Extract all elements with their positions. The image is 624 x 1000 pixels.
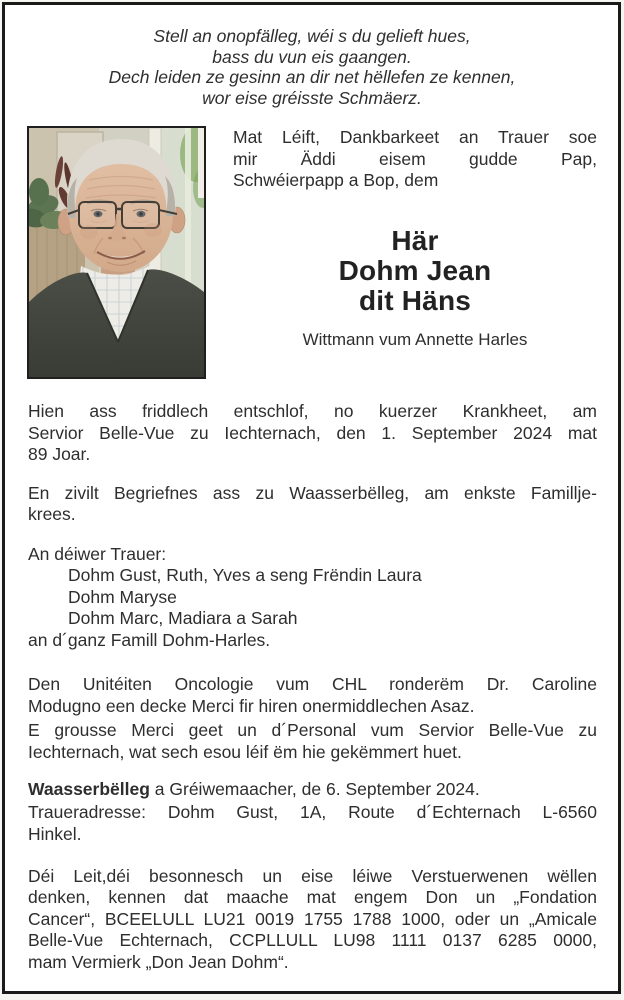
funeral-paragraph [28, 483, 597, 526]
donation-paragraph [28, 866, 597, 974]
place-name: Waasserbëlleg [28, 779, 150, 799]
family-member-line: Dohm Marc, Madiara a Sarah [68, 608, 298, 628]
portrait-photo [27, 126, 206, 379]
donation-line: Belle-Vue Echternach, CCPLLULL LU98 1111 0137 6285 0000, [28, 930, 597, 950]
intro-line: Schwéierpapp a Bop, dem [233, 170, 439, 190]
intro-line: Mat Léift, Dankbarkeet an Trauer soe [233, 127, 597, 147]
thanks-line: Modugno een decke Merci fir hiren onermiddlechen Asaz. [28, 695, 475, 716]
thanks-line: Den Unitéiten Oncologie vum CHL ronderëm Dr. Caroline [28, 674, 597, 694]
thanks-line: Iechternach, wat sech esou léif ëm hie gekëmmert huet. [28, 741, 462, 762]
thanks-chl-paragraph [28, 674, 597, 717]
main-text [28, 401, 597, 973]
address-line: Traueradresse: Dohm Gust, 1A, Route d´Echternach L-6560 [28, 801, 597, 822]
mourning-label: An déiwer Trauer: [28, 543, 167, 564]
widower-line: Wittmann vum Annette Harles [302, 329, 528, 349]
family-member-line: Dohm Maryse [68, 586, 177, 607]
thanks-section [28, 674, 597, 763]
intro-line: mir Äddi eisem gudde Pap, [233, 148, 597, 169]
epigraph-line: Stell an onopfälleg, wéi s du gelieft hues, [153, 26, 471, 46]
death-paragraph [28, 401, 597, 466]
epigraph-line: bass du vun eis gaangen. [212, 46, 412, 67]
family-member-line: Dohm Gust, Ruth, Yves a seng Frëndin Laura [68, 565, 422, 585]
death-line: Hien ass friddlech entschlof, no kuerzer Krankheet, am [28, 401, 597, 421]
place-date-line [28, 778, 597, 801]
thanks-servior-paragraph [28, 720, 597, 763]
right-column [233, 127, 597, 350]
deceased-name: Dohm Jean [338, 254, 492, 286]
donation-line: Déi Leit,déi besonnesch un eise léiwe Verstuerwenen wëllen [28, 865, 597, 886]
death-line: 89 Joar. [28, 444, 91, 464]
funeral-line: krees. [28, 504, 76, 524]
death-line: Servior Belle-Vue zu Iechternach, den 1. September 2024 mat [28, 422, 597, 443]
portrait-illustration [29, 128, 204, 377]
donation-line: Cancer“, BCEELULL LU21 0019 1755 1788 1000, oder un „Amicale [28, 908, 597, 929]
intro-paragraph [233, 127, 597, 192]
epigraph-line: Dech leiden ze gesinn an dir net hëllefen ze kennen, [108, 67, 516, 87]
address-line: Hinkel. [28, 824, 82, 844]
mourning-closing: an d´ganz Famill Dohm-Harles. [28, 629, 271, 650]
mourning-section [28, 544, 597, 652]
thanks-line: E grousse Merci geet un d´Personal vum Servior Belle-Vue zu [28, 720, 597, 740]
place-date-section [28, 778, 597, 846]
funeral-line: En zivilt Begriefnes ass zu Waasserbëlleg, am enkste Famillje- [28, 482, 597, 503]
place-date-rest: a Gréiwemaacher, de 6. September 2024. [149, 779, 480, 799]
deceased-title: Här [391, 224, 439, 256]
deceased-name-heading [233, 226, 597, 316]
deceased-alias: dit Häns [358, 284, 472, 316]
donation-line: denken, kennen dat maache mat engem Don un „Fondation [28, 887, 597, 907]
epigraph [0, 26, 624, 108]
donation-line: mam Vermierk „Don Jean Dohm“. [28, 951, 289, 972]
mourning-family-list [28, 565, 597, 630]
epigraph-line: wor eise gréisste Schmäerz. [202, 87, 422, 108]
